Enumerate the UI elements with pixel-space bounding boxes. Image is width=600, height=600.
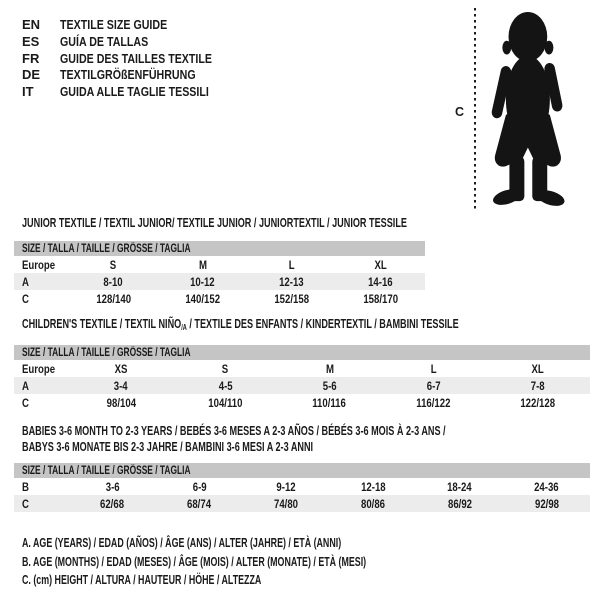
size-header-label: SIZE / TALLA / TAILLE / GRÖSSE / TAGLIA (22, 242, 191, 255)
size-cell (503, 480, 590, 494)
height-measure-label: C (455, 105, 465, 119)
table-row-europe (14, 360, 590, 377)
size-cell (69, 379, 173, 393)
size-cell-value: 6-9 (192, 479, 207, 494)
table-row-b (14, 478, 590, 495)
size-cell (277, 379, 381, 393)
section-title-junior (22, 215, 592, 231)
size-header-bar (14, 345, 590, 360)
size-cell-value: 80/86 (360, 496, 385, 511)
size-cell-value: 18-24 (447, 479, 473, 494)
language-code: ES (22, 33, 40, 49)
footnote-text: C. (cm) HEIGHT / ALTURA / HAUTEUR / HÖHE / ALTEZZA (22, 573, 262, 587)
language-title: GUIDA ALLE TAGLIE TESSILI (60, 84, 209, 100)
size-cell (336, 258, 425, 272)
footnote-line (22, 536, 472, 551)
size-cell-value: 24-36 (534, 479, 559, 494)
footnote-text: A. AGE (YEARS) / EDAD (AÑOS) / ÂGE (ANS) / ALTER (JAHRE) / ETÀ (ANNI) (22, 536, 342, 550)
size-cell (69, 497, 156, 511)
size-cell (382, 379, 486, 393)
language-row (22, 85, 242, 99)
section-title-line (22, 423, 592, 439)
row-label-text: C (22, 395, 29, 410)
height-dotted-line (474, 8, 476, 210)
size-cell-value: 8-10 (103, 274, 124, 289)
size-cell (247, 292, 336, 306)
size-cell (416, 497, 503, 511)
table-row-a (14, 377, 590, 394)
title-part: CHILDREN'S TEXTILE / TEXTIL NIÑO (22, 316, 182, 331)
row-label (14, 292, 69, 306)
size-cell-value: 9-12 (276, 479, 296, 494)
size-cell-value: 3-4 (114, 378, 129, 393)
size-cell (247, 275, 336, 289)
row-label (14, 497, 69, 511)
size-cell (173, 396, 277, 410)
title-part: BABYS 3-6 MONATE BIS 2-3 JAHRE / BAMBINI 3-6 MESI A 2-3 ANNI (22, 439, 314, 454)
language-code: DE (22, 67, 41, 83)
size-cell (382, 362, 486, 376)
language-row (22, 18, 191, 32)
size-cell-value: 12-18 (360, 479, 386, 494)
footnote-line (22, 555, 507, 570)
size-cell (486, 362, 590, 376)
size-cell (336, 292, 425, 306)
row-label (14, 275, 69, 289)
size-cell (382, 396, 486, 410)
table-row-c (14, 394, 590, 411)
size-cell-value: 14-16 (368, 274, 393, 289)
title-subscript: /A (181, 323, 187, 332)
row-label (14, 258, 69, 272)
section-title-line (22, 316, 592, 332)
size-cell-value: 116/122 (416, 395, 451, 410)
size-cell-value: 92/98 (534, 496, 559, 511)
size-cell-value: S (110, 257, 117, 272)
language-row (22, 52, 245, 66)
language-row (22, 35, 168, 49)
size-cell-value: 74/80 (274, 496, 299, 511)
size-cell-value: 12-13 (279, 274, 304, 289)
size-cell (173, 379, 277, 393)
language-code: IT (22, 84, 34, 100)
size-cell (243, 497, 330, 511)
size-cell (503, 497, 590, 511)
row-label (14, 362, 69, 376)
row-label (14, 480, 69, 494)
size-cell-value: XL (531, 361, 545, 376)
size-cell (173, 362, 277, 376)
size-cell-value: 7-8 (530, 378, 545, 393)
size-cell-value: 152/158 (274, 291, 309, 306)
size-cell (69, 362, 173, 376)
language-title: GUÍA DE TALLAS (60, 33, 149, 49)
row-label-text: A (22, 274, 29, 289)
size-cell (277, 396, 381, 410)
language-title: TEXTILGRÖßENFÜHRUNG (60, 67, 196, 83)
size-cell-value: M (325, 361, 334, 376)
size-table-babies (14, 463, 590, 512)
size-cell-value: 4-5 (218, 378, 233, 393)
size-cell-value: S (222, 361, 229, 376)
size-cell (69, 480, 156, 494)
size-cell-value: 122/128 (520, 395, 556, 410)
size-cell (69, 275, 158, 289)
size-cell (69, 258, 158, 272)
size-cell-value: XL (374, 257, 387, 272)
table-row-a (14, 273, 425, 290)
section-title-text (22, 423, 446, 439)
size-cell-value: 98/104 (106, 395, 136, 410)
section-title-text (22, 439, 313, 455)
title-part: / TEXTILE DES ENFANTS / KINDERTEXTIL / BAMBINI TESSILE (186, 316, 459, 331)
size-cell-value: 158/170 (363, 291, 398, 306)
size-cell (158, 258, 247, 272)
table-row-europe (14, 256, 425, 273)
section-title-children (22, 316, 592, 332)
language-code: EN (22, 17, 41, 32)
size-header-bar (14, 463, 590, 478)
size-cell-value: XS (114, 361, 128, 376)
size-cell (69, 396, 173, 410)
size-cell (158, 275, 247, 289)
section-title-line (22, 439, 592, 455)
size-cell (416, 480, 503, 494)
row-label (14, 379, 69, 393)
footnote-text: B. AGE (MONTHS) / EDAD (MESES) / ÂGE (MOIS) / ALTER (MONATE) / ETÀ (MESI) (22, 554, 367, 569)
row-label-text: Europe (22, 257, 56, 272)
size-cell-value: 5-6 (322, 378, 337, 393)
table-row-c (14, 495, 590, 512)
row-label-text: C (22, 496, 29, 511)
language-row (22, 68, 225, 82)
section-title-text (22, 215, 407, 231)
footnote-line (22, 573, 359, 588)
size-cell (486, 396, 590, 410)
language-title: GUIDE DES TAILLES TEXTILE (60, 50, 213, 66)
size-cell (69, 292, 158, 306)
size-cell-value: M (198, 257, 207, 272)
language-title: TEXTILE SIZE GUIDE (60, 17, 168, 32)
size-cell (329, 497, 416, 511)
title-part: JUNIOR TEXTILE / TEXTIL JUNIOR/ TEXTILE JUNIOR / JUNIORTEXTIL / JUNIOR TESSILE (22, 215, 407, 230)
size-cell-value: L (288, 257, 295, 272)
size-cell-value: 6-7 (426, 378, 441, 393)
size-cell (156, 480, 243, 494)
language-code: FR (22, 50, 40, 66)
size-cell (158, 292, 247, 306)
row-label (14, 396, 69, 410)
size-cell-value: 104/110 (208, 395, 243, 410)
size-header-label: SIZE / TALLA / TAILLE / GRÖSSE / TAGLIA (22, 464, 191, 477)
section-title-line (22, 215, 592, 231)
size-cell-value: 62/68 (100, 496, 125, 511)
size-cell-value: 110/116 (312, 395, 347, 410)
row-label-text: B (22, 479, 29, 494)
size-cell (156, 497, 243, 511)
size-table-junior (14, 241, 425, 307)
size-cell-value: 86/92 (447, 496, 472, 511)
size-header-bar (14, 241, 425, 256)
size-cell-value: 140/152 (185, 291, 220, 306)
size-cell-value: 68/74 (187, 496, 212, 511)
size-cell (277, 362, 381, 376)
size-cell (336, 275, 425, 289)
title-part: BABIES 3-6 MONTH TO 2-3 YEARS / BEBÉS 3-6 MESES A 2-3 AÑOS / BÉBÉS 3-6 MOIS À 2-3 ANS / (22, 423, 446, 438)
row-label-text: Europe (22, 361, 56, 376)
toddler-silhouette-icon (483, 10, 571, 208)
section-title-babies (22, 423, 592, 455)
size-table-children (14, 345, 590, 411)
table-row-c (14, 290, 425, 307)
size-header-label: SIZE / TALLA / TAILLE / GRÖSSE / TAGLIA (22, 346, 191, 359)
size-cell (247, 258, 336, 272)
size-cell-value: 10-12 (190, 274, 215, 289)
size-cell (243, 480, 330, 494)
size-cell-value: L (430, 361, 437, 376)
row-label-text: C (22, 291, 29, 306)
size-cell (486, 379, 590, 393)
size-cell-value: 128/140 (96, 291, 131, 306)
size-cell (329, 480, 416, 494)
size-cell-value: 3-6 (105, 479, 120, 494)
row-label-text: A (22, 378, 29, 393)
section-title-text (22, 316, 459, 334)
